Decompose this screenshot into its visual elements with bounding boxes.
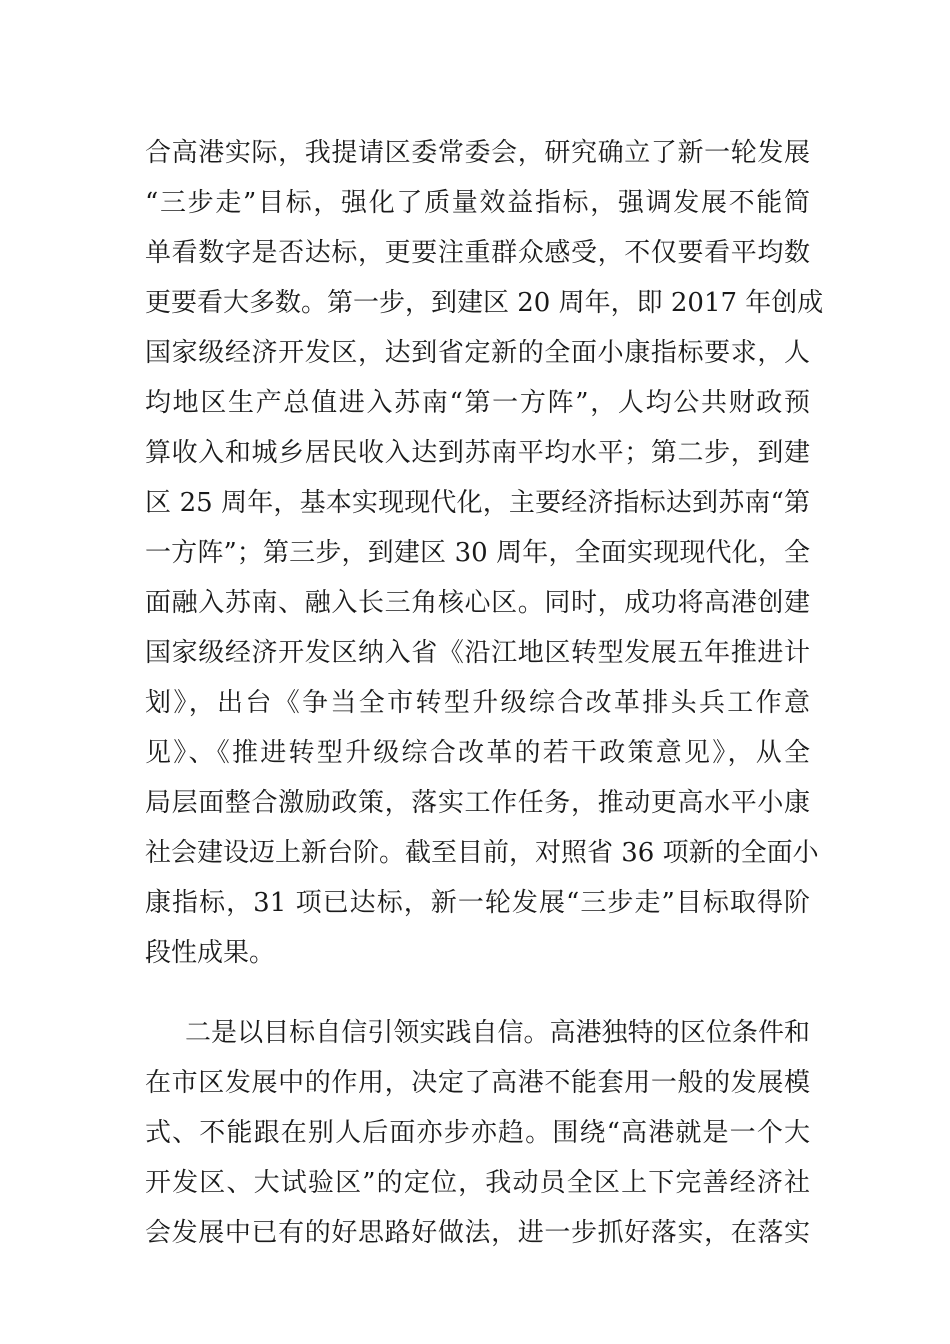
text-line: 国家级经济开发区纳入省《沿江地区转型发展五年推进计 xyxy=(145,638,810,668)
text-line: 式、不能跟在别人后面亦步亦趋。围绕“高港就是一个大 xyxy=(145,1118,810,1148)
text-line: 划》，出台《争当全市转型升级综合改革排头兵工作意 xyxy=(145,688,810,718)
text-line: “三步走”目标，强化了质量效益指标，强调发展不能简 xyxy=(145,188,810,218)
text-line: 更要看大多数。第一步，到建区 20 周年，即 2017 年创成 xyxy=(145,288,824,318)
text-line: 算收入和城乡居民收入达到苏南平均水平；第二步，到建 xyxy=(145,438,810,468)
text-line: 合高港实际，我提请区委常委会，研究确立了新一轮发展 xyxy=(145,138,810,168)
text-line: 社会建设迈上新台阶。截至目前，对照省 36 项新的全面小 xyxy=(145,838,819,868)
text-line: 面融入苏南、融入长三角核心区。同时，成功将高港创建 xyxy=(145,588,810,618)
text-line: 会发展中已有的好思路好做法，进一步抓好落实，在落实 xyxy=(145,1218,810,1248)
text-line: 均地区生产总值进入苏南“第一方阵”，人均公共财政预 xyxy=(145,388,810,418)
text-line: 区 25 周年，基本实现现代化，主要经济指标达到苏南“第 xyxy=(145,488,810,518)
text-line: 段性成果。 xyxy=(145,938,276,968)
text-line: 国家级经济开发区，达到省定新的全面小康指标要求，人 xyxy=(145,338,810,368)
text-line: 局层面整合激励政策，落实工作任务，推动更高水平小康 xyxy=(145,788,810,818)
text-line: 开发区、大试验区”的定位，我动员全区上下完善经济社 xyxy=(145,1168,810,1198)
text-line: 一方阵”；第三步，到建区 30 周年，全面实现现代化，全 xyxy=(145,538,810,568)
text-line: 见》、《推进转型升级综合改革的若干政策意见》，从全 xyxy=(145,738,810,768)
text-line: 单看数字是否达标，更要注重群众感受，不仅要看平均数 xyxy=(145,238,810,268)
text-line: 二是以目标自信引领实践自信。高港独特的区位条件和 xyxy=(185,1018,810,1048)
text-line: 在市区发展中的作用，决定了高港不能套用一般的发展模 xyxy=(145,1068,810,1098)
text-line: 康指标，31 项已达标，新一轮发展“三步走”目标取得阶 xyxy=(145,888,810,918)
